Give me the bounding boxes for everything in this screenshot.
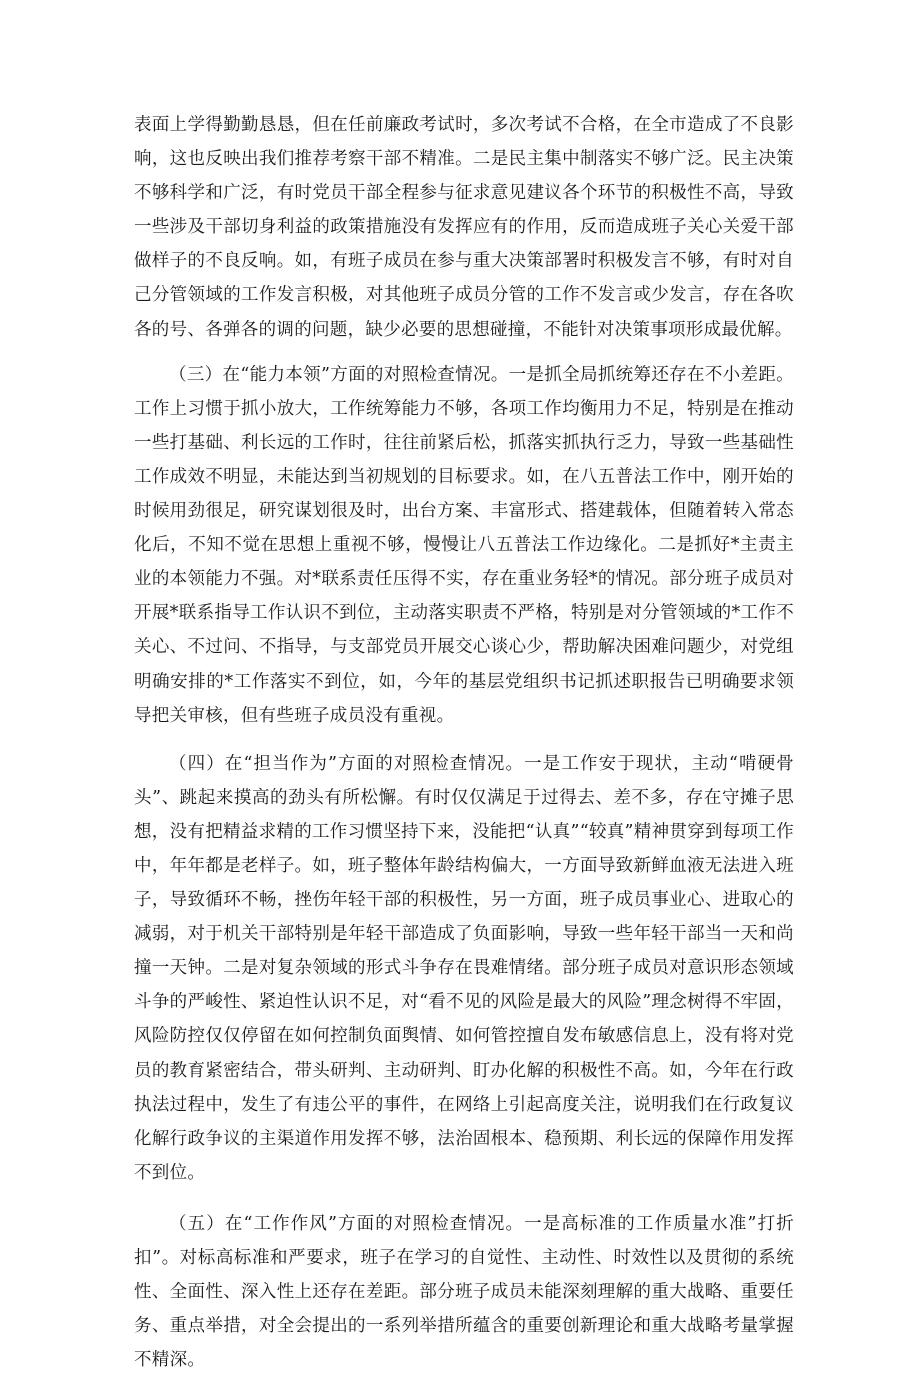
paragraph-section-four: （四）在“担当作为”方面的对照检查情况。一是工作安于现状，主动“啃硬骨头”、跳起来摸高的劲头有所松懈。有时仅仅满足于过得去、差不多，存在守摊子思想，没有把精益求精的工作习惯坚持下来，没能把“认真”“较真”精神贯穿到每项工作中，年年都是老样子。如，班子整体年龄结构偏大，一方面导致新鲜血液无法进入班子，导致循环不畅，挫伤年轻干部的积极性，另一方面，班子成员事业心、进取心的减弱，对于机关干部特别是年轻干部造成了负面影响，导致一些年轻干部当一天和尚撞一天钟。二是对复杂领域的形式斗争存在畏难情绪。部分班子成员对意识形态领域斗争的严峻性、紧迫性认识不足，对“看不见的风险是最大的风险”理念树得不牢固，风险防控仅仅停留在如何控制负面舆情、如何管控擅自发布敏感信息上，没有将对党员的教育紧密结合，带头研判、主动研判、盯办化解的积极性不高。如，今年在行政执法过程中，发生了有违公平的事件，在网络上引起高度关注，说明我们在行政复议化解行政争议的主渠道作用发挥不够，法治固根本、稳预期、利长远的保障作用发挥不到位。 xyxy=(134,753,794,1183)
paragraph-section-five: （五）在“工作作风”方面的对照检查情况。一是高标准的工作质量水准”打折扣”。对标高标准和严要求，班子在学习的自觉性、主动性、时效性以及贯彻的系统性、全面性、深入性上还存在差距。部分班子成员未能深刻理解的重大战略、重要任务、重点举措，对全会提出的一系列举措所蕴含的重要创新理论和重大战略考量掌握不精深。 xyxy=(134,1213,794,1371)
document-body xyxy=(134,108,794,1377)
paragraph-section-three: （三）在“能力本领”方面的对照检查情况。一是抓全局抓统筹还存在不小差距。工作上习惯于抓小放大，工作统筹能力不够，各项工作均衡用力不足，特别是在推动一些打基础、利长远的工作时，往往前紧后松，抓落实抓执行乏力，导致一些基础性工作成效不明显，未能达到当初规划的目标要求。如，在八五普法工作中，刚开始的时候用劲很足，研究谋划很及时，出台方案、丰富形式、搭建载体，但随着转入常态化后，不知不觉在思想上重视不够，慢慢让八五普法工作边缘化。二是抓好*主责主业的本领能力不强。对*联系责任压得不实，存在重业务轻*的情况。部分班子成员对开展*联系指导工作认识不到位，主动落实职责不严格，特别是对分管领域的*工作不关心、不过问、不指导，与支部党员开展交心谈心少，帮助解决困难问题少，对党组明确安排的*工作落实不到位，如，今年的基层党组织书记抓述职报告已明确要求领导把关审核，但有些班子成员没有重视。 xyxy=(134,364,794,726)
paragraph-continued: 表面上学得勤勤恳恳，但在任前廉政考试时，多次考试不合格，在全市造成了不良影响，这也反映出我们推荐考察干部不精准。二是民主集中制落实不够广泛。民主决策不够科学和广泛，有时党员干部全程参与征求意见建议各个环节的积极性不高，导致一些涉及干部切身利益的政策措施没有发挥应有的作用，反而造成班子关心关爱干部做样子的不良反响。如，有班子成员在参与重大决策部署时积极发言不够，有时对自己分管领域的工作发言积极，对其他班子成员分管的工作不发言或少发言，存在各吹各的号、各弹各的调的问题，缺少必要的思想碰撞，不能针对决策事项形成最优解。 xyxy=(134,115,794,340)
